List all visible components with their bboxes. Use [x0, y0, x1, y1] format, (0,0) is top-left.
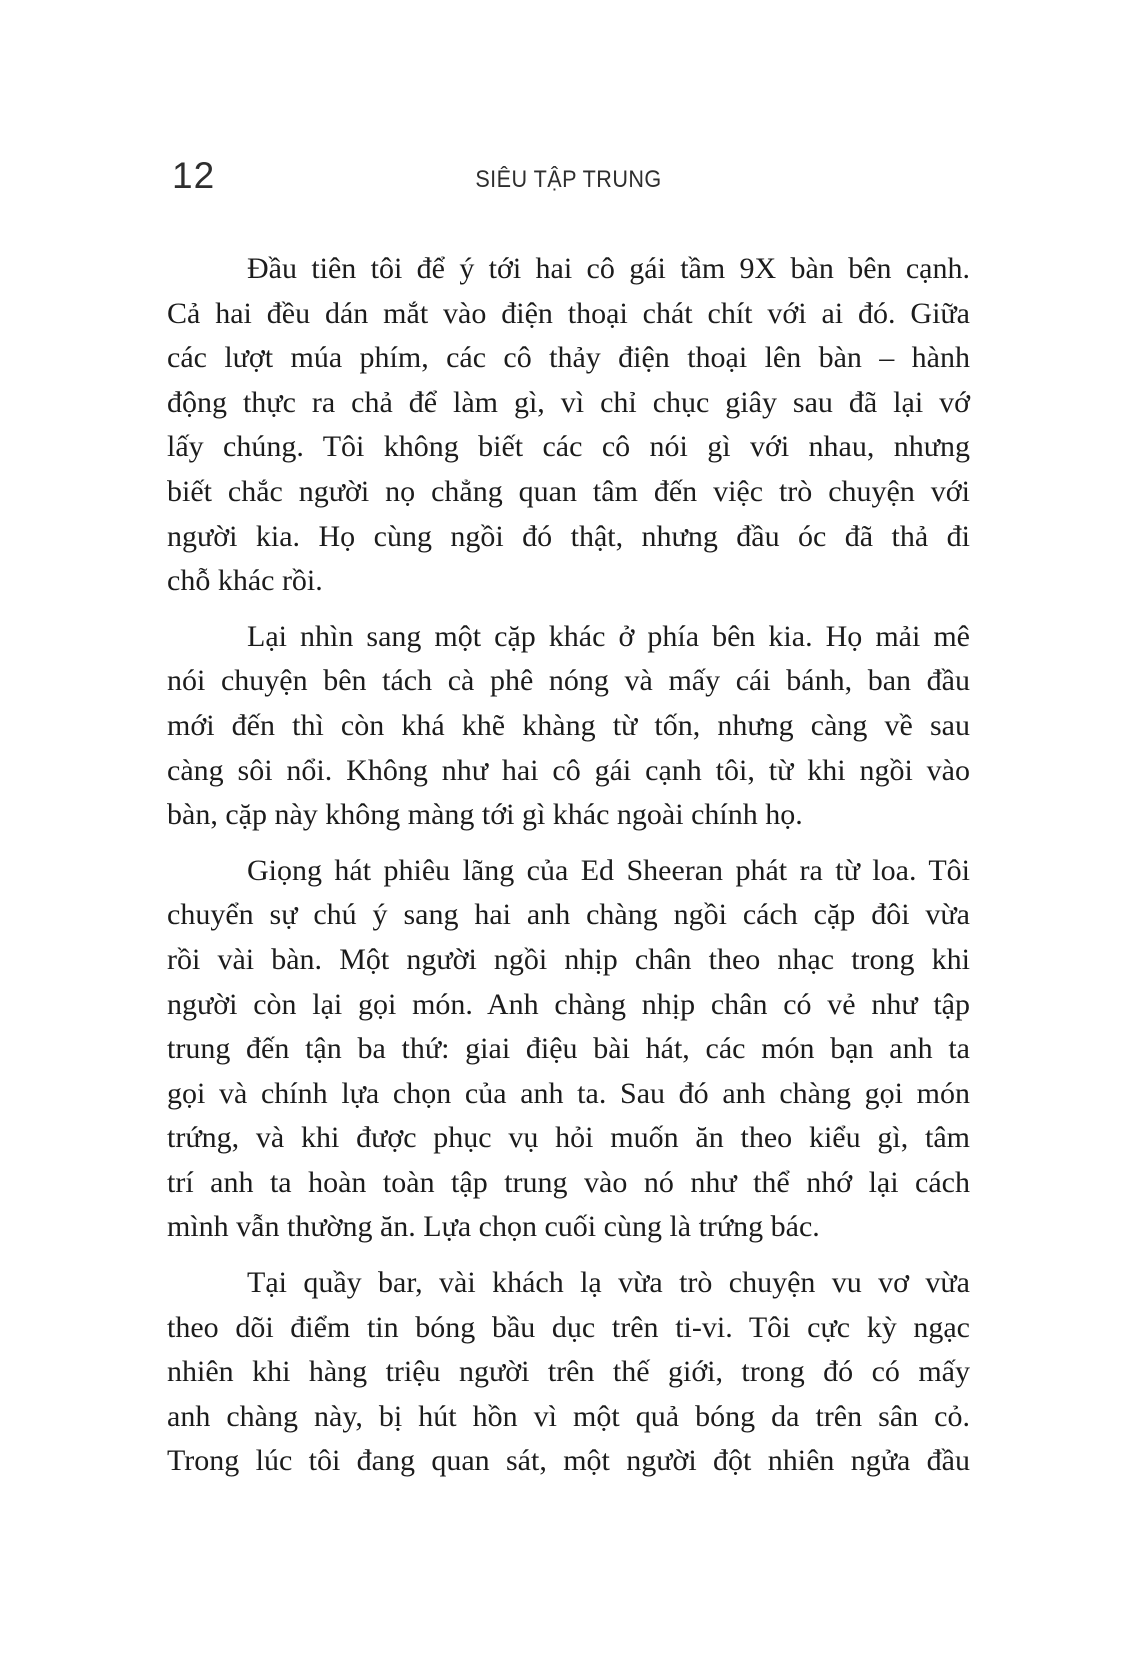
text-line: nói chuyện bên tách cà phê nóng và mấy cái bánh, ban đầu — [167, 664, 970, 698]
running-title: SIÊU TẬP TRUNG — [475, 166, 662, 193]
text-line: anh chàng này, bị hút hồn vì một quả bóng da trên sân cỏ. — [167, 1399, 970, 1433]
text-line: người kia. Họ cùng ngồi đó thật, nhưng đầu óc đã thả đi — [167, 519, 970, 553]
page-body — [167, 247, 970, 1484]
text-line: người còn lại gọi món. Anh chàng nhịp chân có vẻ như tập — [167, 987, 970, 1021]
text-line: trung đến tận ba thứ: giai điệu bài hát, các món bạn anh ta — [167, 1032, 970, 1066]
paragraph — [167, 615, 970, 838]
text-line: chỗ khác rồi. — [167, 564, 323, 598]
text-line: trí anh ta hoàn toàn tập trung vào nó như thể nhớ lại cách — [167, 1165, 970, 1199]
text-line: gọi và chính lựa chọn của anh ta. Sau đó anh chàng gọi món — [167, 1076, 970, 1110]
text-line: Tại quầy bar, vài khách lạ vừa trò chuyện vu vơ vừa — [247, 1266, 970, 1300]
text-line: Giọng hát phiêu lãng của Ed Sheeran phát ra từ loa. Tôi — [247, 853, 970, 887]
paragraph — [167, 247, 970, 604]
text-line: càng sôi nổi. Không như hai cô gái cạnh tôi, từ khi ngồi vào — [167, 753, 970, 787]
text-line: Lại nhìn sang một cặp khác ở phía bên kia. Họ mải mê — [247, 619, 970, 653]
text-line: bàn, cặp này không màng tới gì khác ngoài chính họ. — [167, 798, 803, 832]
text-line: Cả hai đều dán mắt vào điện thoại chát chít với ai đó. Giữa — [167, 296, 970, 330]
paragraph — [167, 1261, 970, 1484]
text-line: lấy chúng. Tôi không biết các cô nói gì với nhau, nhưng — [167, 430, 970, 464]
text-line: mình vẫn thường ăn. Lựa chọn cuối cùng là trứng bác. — [167, 1210, 820, 1244]
text-line: mới đến thì còn khá khẽ khàng từ tốn, nhưng càng về sau — [167, 708, 970, 742]
text-line: nhiên khi hàng triệu người trên thế giới, trong đó có mấy — [167, 1355, 970, 1389]
text-line: Đầu tiên tôi để ý tới hai cô gái tầm 9X bàn bên cạnh. — [247, 252, 970, 285]
page-number: 12 — [172, 155, 216, 196]
text-line: biết chắc người nọ chẳng quan tâm đến việc trò chuyện với — [167, 474, 970, 508]
text-line: rồi vài bàn. Một người ngồi nhịp chân theo nhạc trong khi — [167, 942, 970, 976]
text-line: chuyển sự chú ý sang hai anh chàng ngồi cách cặp đôi vừa — [167, 898, 970, 932]
text-line: các lượt múa phím, các cô thảy điện thoại lên bàn – hành — [167, 341, 970, 375]
text-line: theo dõi điểm tin bóng bầu dục trên ti-vi. Tôi cực kỳ ngạc — [167, 1310, 970, 1344]
text-line: Trong lúc tôi đang quan sát, một người đột nhiên ngửa đầu — [167, 1444, 970, 1478]
text-line: trứng, và khi được phục vụ hỏi muốn ăn theo kiểu gì, tâm — [167, 1121, 970, 1155]
text-line: động thực ra chả để làm gì, vì chỉ chục giây sau đã lại vớ — [167, 385, 970, 419]
paragraph — [167, 849, 970, 1250]
